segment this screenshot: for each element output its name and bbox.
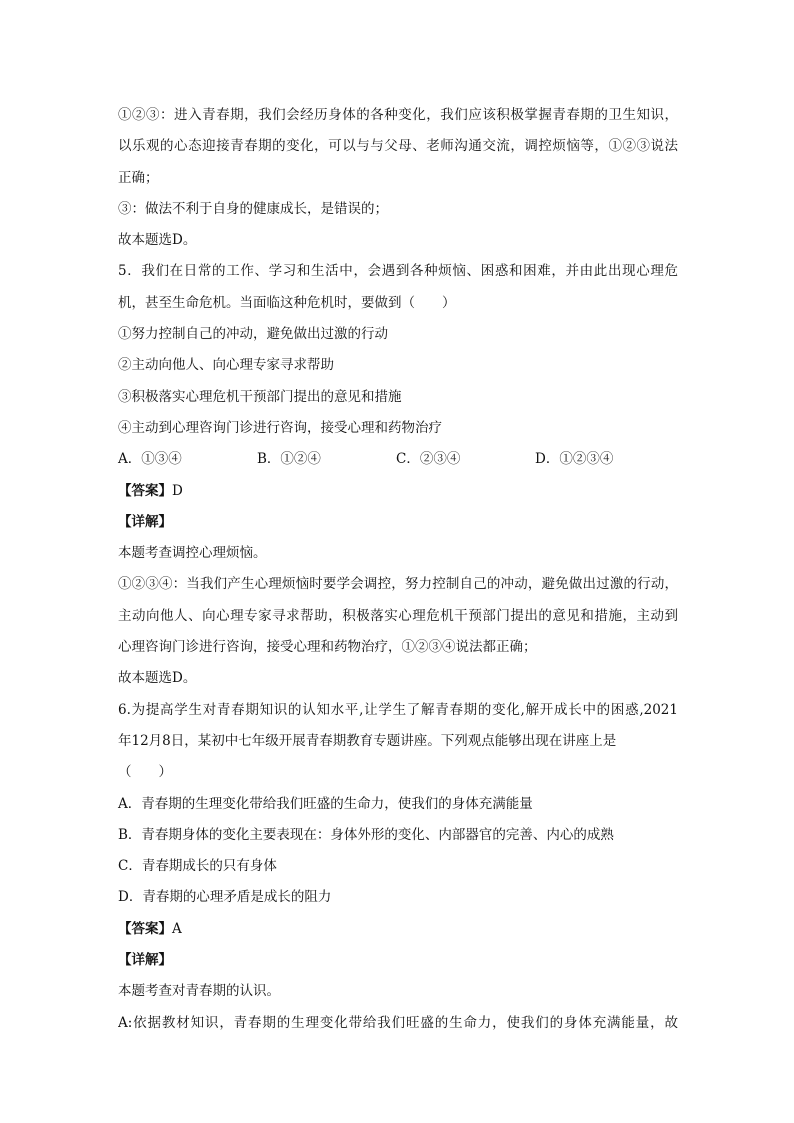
answer-tag: 【答案】 — [118, 920, 172, 937]
q4-conclusion: 故本题选D。 — [118, 232, 197, 249]
answer-tag: 【答案】 — [118, 482, 172, 499]
q5-conclusion: 故本题选D。 — [118, 670, 197, 687]
q5-answer — [118, 476, 678, 507]
q6-stem: 年12月8日，某初中七年级开展青春期教育专题讲座。下列观点能够出现在讲座上是 — [118, 732, 617, 749]
q5-option-d: D．①②③④ — [535, 451, 614, 468]
q4-analysis-line: 以乐观的心态迎接青春期的变化，可以与与父母、老师沟通交流，调控烦恼等，①②③说法 — [118, 138, 678, 155]
q6-detail-tag: 【详解】 — [118, 952, 172, 969]
q6-option-b: B．青春期身体的变化主要表现在：身体外形的变化、内部器官的完善、内心的成熟 — [118, 826, 614, 843]
q6-option-c: C．青春期成长的只有身体 — [118, 858, 277, 875]
q6-option-a: A．青春期的生理变化带给我们旺盛的生命力，使我们的身体充满能量 — [118, 795, 533, 812]
q6-analysis-line: A:依据教材知识，青春期的生理变化带给我们旺盛的生命力，使我们的身体充满能量，故 — [118, 1014, 678, 1031]
q5-analysis-line: ①②③④：当我们产生心理烦恼时要学会调控，努力控制自己的冲动，避免做出过激的行动， — [118, 576, 678, 593]
q5-item: ④主动到心理咨询门诊进行咨询，接受心理和药物治疗 — [118, 419, 442, 436]
q5-detail-tag: 【详解】 — [118, 513, 172, 530]
q5-options — [118, 444, 678, 475]
q6-answer — [118, 914, 678, 945]
q5-stem: 5．我们在日常的工作、学习和生活中，会遇到各种烦恼、困惑和困难，并由此出现心理危 — [118, 263, 678, 280]
q4-analysis-line: 正确； — [118, 169, 159, 186]
q6-topic: 本题考查对青春期的认识。 — [118, 983, 280, 1000]
q5-analysis-line: 心理咨询门诊进行咨询，接受心理和药物治疗，①②③④说法都正确； — [118, 639, 537, 656]
q5-topic: 本题考查调控心理烦恼。 — [118, 545, 267, 562]
q5-stem: 机，甚至生命危机。当面临这种危机时，要做到（ ） — [118, 294, 456, 311]
q5-item: ③积极落实心理危机干预部门提出的意见和措施 — [118, 388, 402, 405]
q4-analysis-line: ①②③：进入青春期，我们会经历身体的各种变化，我们应该积极掌握青春期的卫生知识， — [118, 107, 678, 123]
q6-stem: （ ） — [118, 764, 172, 781]
q5-item: ①努力控制自己的冲动，避免做出过激的行动 — [118, 326, 388, 343]
q5-option-c: C．②③④ — [396, 451, 461, 468]
answer-value: D — [172, 482, 183, 499]
q5-item: ②主动向他人、向心理专家寻求帮助 — [118, 357, 334, 374]
q6-option-d: D．青春期的心理矛盾是成长的阻力 — [118, 889, 332, 906]
answer-value: A — [172, 920, 182, 937]
q4-analysis-line: ③：做法不利于自身的健康成长，是错误的； — [118, 200, 388, 217]
q5-option-a: A．①③④ — [118, 451, 182, 468]
q5-option-b: B．①②④ — [257, 451, 321, 468]
q6-stem: 6.为提高学生对青春期知识的认知水平,让学生了解青春期的变化,解开成长中的困惑,2021 — [118, 701, 678, 718]
q5-analysis-line: 主动向他人、向心理专家寻求帮助，积极落实心理危机干预部门提出的意见和措施，主动到 — [118, 607, 678, 624]
document-page — [118, 100, 678, 1039]
